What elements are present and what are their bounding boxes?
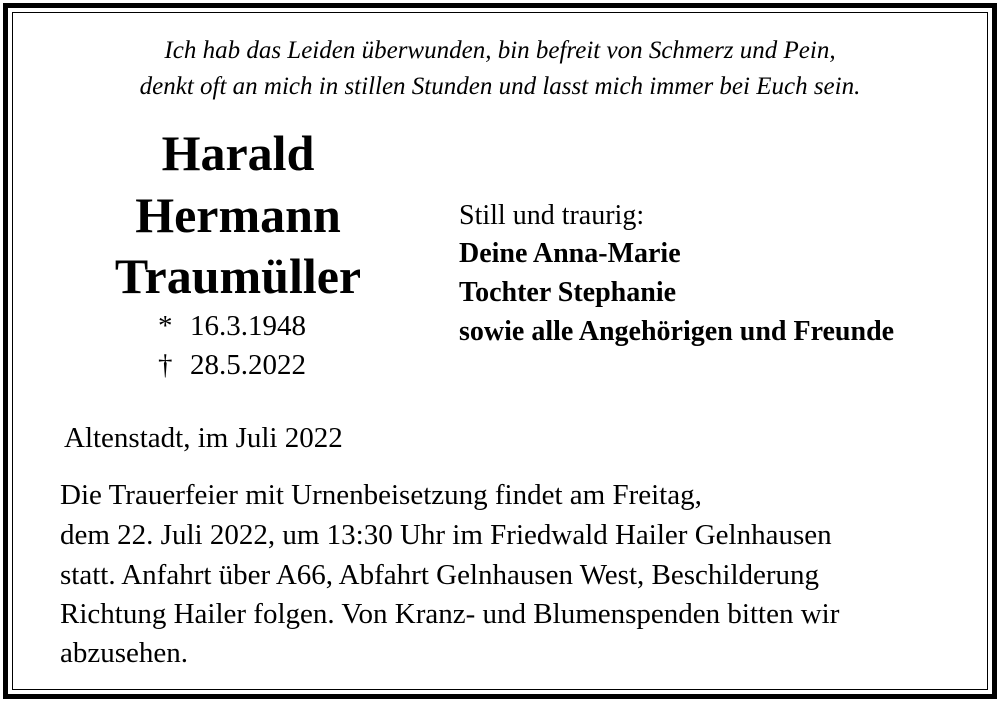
place-date: Altenstadt, im Juli 2022 — [64, 422, 343, 454]
mourners-intro: Still und traurig: — [459, 200, 645, 231]
verse-line-2: denkt oft an mich in stillen Stunden und lasst mich immer bei Euch sein. — [139, 73, 861, 100]
death-date: 28.5.2022 — [190, 349, 306, 381]
birth-star-icon: * — [158, 310, 173, 342]
funeral-notice-line: dem 22. Juli 2022, um 13:30 Uhr im Friedwald Hailer Gelnhausen — [60, 519, 832, 551]
verse-line-1: Ich hab das Leiden überwunden, bin befreit von Schmerz und Pein, — [164, 37, 836, 64]
funeral-notice-line: statt. Anfahrt über A66, Abfahrt Gelnhausen West, Beschilderung — [60, 559, 820, 591]
birth-date: 16.3.1948 — [190, 310, 306, 342]
mourner-name: sowie alle Angehörigen und Freunde — [459, 316, 895, 347]
death-date-line — [158, 348, 306, 382]
deceased-last-name: Traumüller — [114, 248, 362, 304]
funeral-notice-line: abzusehen. — [60, 637, 189, 669]
funeral-notice-line: Richtung Hailer folgen. Von Kranz- und Blumenspenden bitten wir — [60, 598, 840, 630]
birth-date-line — [158, 309, 306, 343]
mourner-name: Tochter Stephanie — [459, 277, 677, 308]
deceased-first-name: Harald — [161, 125, 315, 181]
deceased-middle-name: Hermann — [135, 187, 341, 243]
funeral-notice-line: Die Trauerfeier mit Urnenbeisetzung findet am Freitag, — [60, 479, 702, 511]
death-cross-icon: † — [158, 349, 173, 381]
mourner-name: Deine Anna-Marie — [459, 238, 681, 269]
